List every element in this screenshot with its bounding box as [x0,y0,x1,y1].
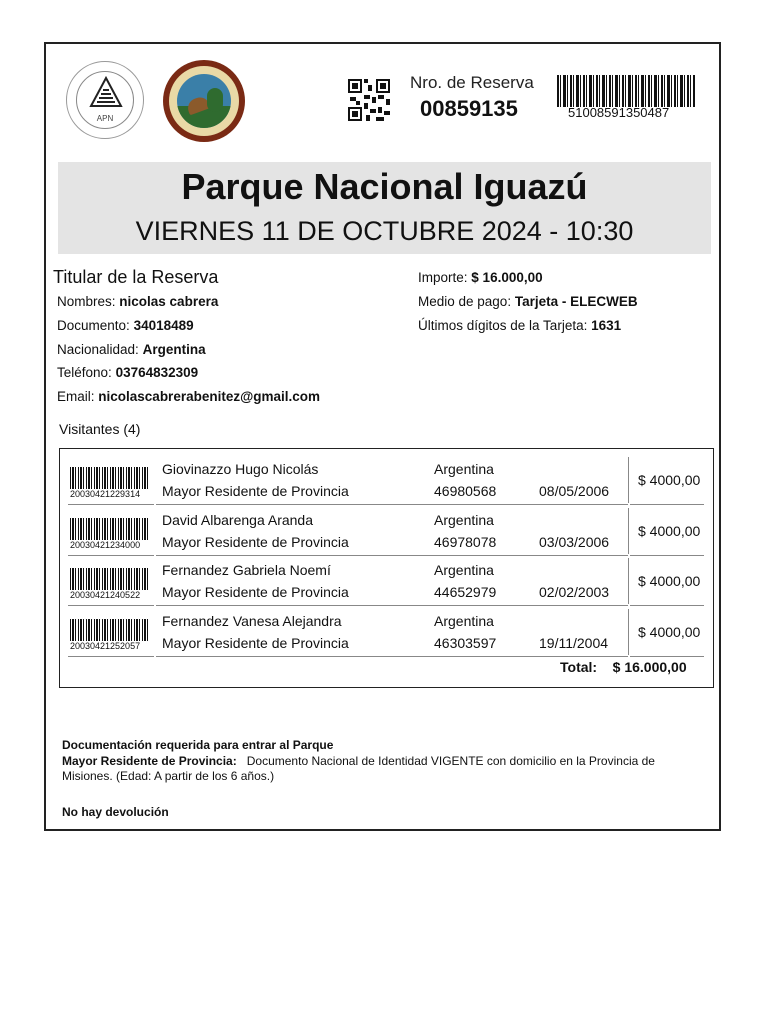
holder-nationality-value: Argentina [142,342,206,357]
visitor-country: Argentina [434,511,494,528]
requirements-description: Documento Nacional de Identidad VIGENTE con domicilio en la Provincia de Misiones. (Edad: A partir de los 6 años.) [62,754,655,783]
visitor-barcode [70,518,150,540]
visitor-barcode-number: 20030421252057 [70,640,141,651]
iguazu-park-logo [163,60,245,142]
holder-phone-value: 03764832309 [115,365,199,380]
requirements-block [62,738,702,819]
holder-section-title: Titular de la Reserva [53,267,219,287]
holder-nationality: Nacionalidad: Argentina [57,342,206,357]
visitor-birthdate: 19/11/2004 [539,634,609,651]
visit-datetime: VIERNES 11 DE OCTUBRE 2024 - 10:30 [135,216,634,246]
visitor-price: $ 4000,00 [638,573,701,589]
requirements-text [62,754,702,784]
holder-email: Email: nicolascabrerabenitez@gmail.com [57,389,321,404]
reservation-barcode-number: 51008591350487 [568,105,670,120]
total-label: Total: [560,659,598,675]
visitor-category: Mayor Residente de Provincia [162,584,349,600]
visitor-document: 46303597 [434,634,497,651]
visitor-barcode-number: 20030421240522 [70,590,141,600]
visitor-category: Mayor Residente de Provincia [162,533,349,550]
holder-document: Documento: 34018489 [57,318,194,333]
reservation-barcode [557,75,695,107]
visitor-birthdate: 03/03/2006 [539,533,610,550]
visitor-birthdate: 02/02/2003 [539,584,610,600]
event-banner [58,162,711,254]
visitor-name: David Albarenga Aranda [162,511,313,528]
holder-document-value: 34018489 [133,318,194,333]
visitor-barcode-number: 20030421234000 [70,539,141,550]
total-value: $ 16.000,00 [612,659,687,675]
visitor-name: Giovinazzo Hugo Nicolás [162,461,319,477]
requirements-title: Documentación requerida para entrar al Parque [62,738,334,752]
payment-amount-value: $ 16.000,00 [471,270,543,285]
holder-phone: Teléfono: 03764832309 [57,365,199,380]
payment-card-digits: Últimos dígitos de la Tarjeta: 1631 [418,318,622,333]
visitor-country: Argentina [434,461,494,477]
requirements-category: Mayor Residente de Provincia: [62,754,237,768]
reservation-ticket [44,42,721,831]
payment-amount: Importe: $ 16.000,00 [418,270,543,285]
no-refund-notice: No hay devolución [62,805,169,819]
visitor-category: Mayor Residente de Provincia [162,483,349,499]
visitor-row [68,607,704,657]
visitor-document: 46980568 [434,483,497,499]
apn-logo-label: APN [96,114,114,123]
visitors-table [59,448,714,688]
reservation-number: 00859135 [420,96,518,121]
visitor-price: $ 4000,00 [638,623,701,640]
payment-method-value: Tarjeta - ELECWEB [514,294,638,309]
visitor-document: 46978078 [434,533,497,550]
holder-name: Nombres: nicolas cabrera [57,294,219,309]
payment-card-digits-value: 1631 [591,318,622,333]
visitor-row [68,455,704,505]
payment-method: Medio de pago: Tarjeta - ELECWEB [418,294,638,309]
visitor-price: $ 4000,00 [638,522,701,539]
visitor-barcode [70,467,150,489]
visitor-barcode [70,568,150,590]
visitor-country: Argentina [434,612,494,629]
reservation-label: Nro. de Reserva [410,73,534,92]
visitor-category: Mayor Residente de Provincia [162,634,349,651]
visitor-document: 44652979 [434,584,497,600]
holder-name-value: nicolas cabrera [119,294,219,309]
visitor-name: Fernandez Gabriela Noemí [162,562,331,578]
holder-email-value: nicolascabrerabenitez@gmail.com [98,389,321,404]
visitor-row [68,506,704,556]
visitors-title: Visitantes (4) [59,421,141,437]
visitor-country: Argentina [434,562,494,578]
visitor-name: Fernandez Vanesa Alejandra [162,612,342,629]
visitor-price: $ 4000,00 [638,472,701,488]
apn-logo [66,61,144,139]
visitor-row [68,556,704,606]
visitor-barcode-number: 20030421229314 [70,489,141,499]
total-row [560,659,687,675]
visitor-birthdate: 08/05/2006 [539,483,610,499]
park-title: Parque Nacional Iguazú [181,166,588,207]
visitor-barcode [70,619,150,641]
qr-code [348,79,390,121]
